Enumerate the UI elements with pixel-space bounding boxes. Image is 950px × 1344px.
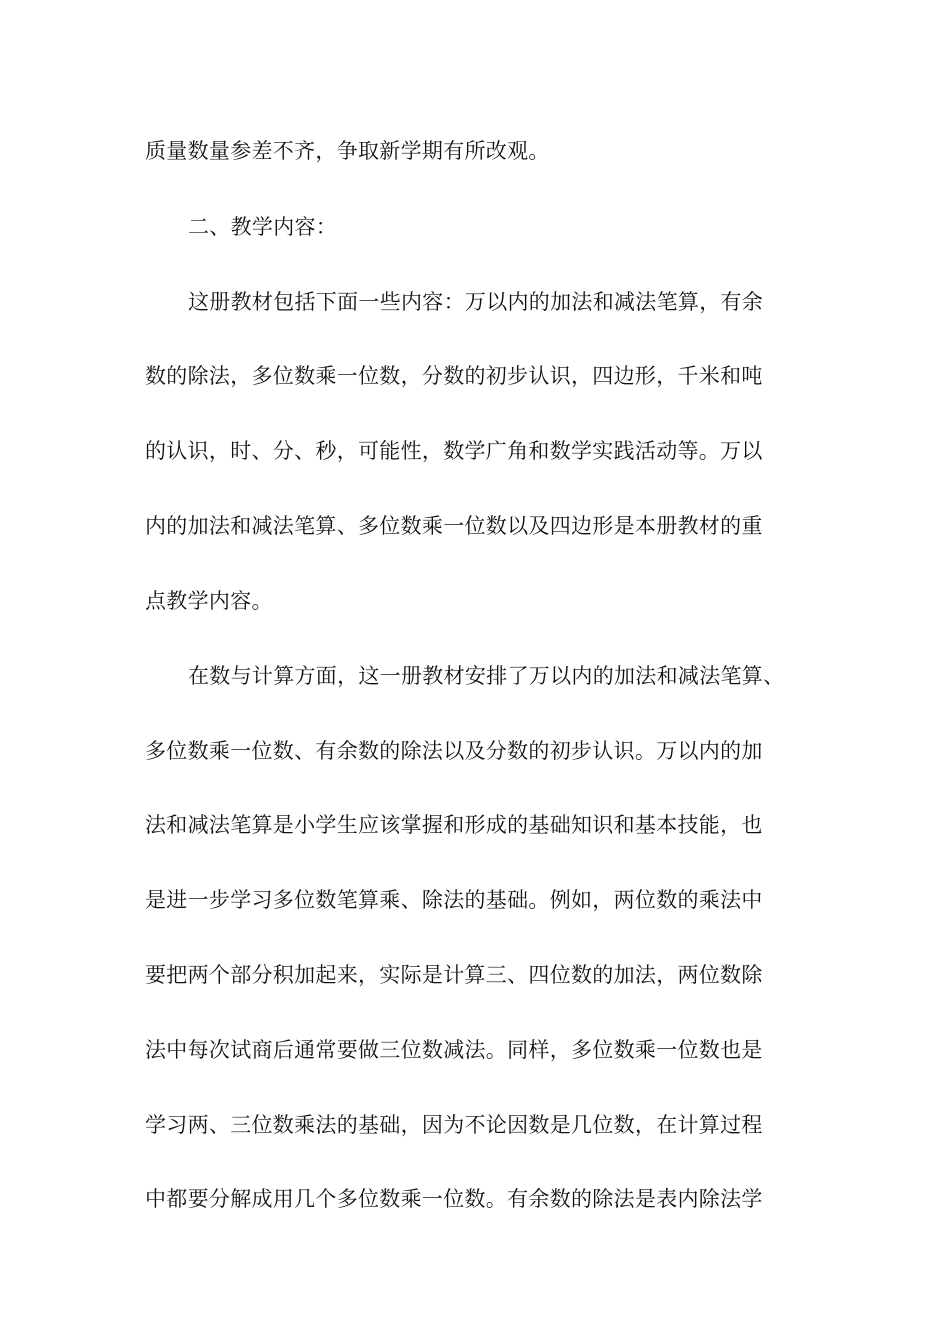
text-line: 质量数量参差不齐，争取新学期有所改观。 [145,139,550,163]
text-line: 学习两、三位数乘法的基础，因为不论因数是几位数，在计算过程 [145,1113,763,1137]
text-line: 多位数乘一位数、有余数的除法以及分数的初步认识。万以内的加 [145,739,763,763]
text-line: 点教学内容。 [145,589,273,613]
text-line: 在数与计算方面，这一册教材安排了万以内的加法和减法笔算、 [188,664,785,688]
text-line: 数的除法，多位数乘一位数，分数的初步认识，四边形，千米和吨 [145,364,763,388]
text-line: 要把两个部分积加起来，实际是计算三、四位数的加法，两位数除 [145,963,763,987]
text-line: 中都要分解成用几个多位数乘一位数。有余数的除法是表内除法学 [145,1187,763,1211]
text-line: 法中每次试商后通常要做三位数减法。同样，多位数乘一位数也是 [145,1038,763,1062]
text-line: 法和减法笔算是小学生应该掌握和形成的基础知识和基本技能，也 [145,813,763,837]
text-line: 是进一步学习多位数笔算乘、除法的基础。例如，两位数的乘法中 [145,888,763,912]
text-line: 这册教材包括下面一些内容：万以内的加法和减法笔算，有余 [188,290,764,314]
text-line: 内的加法和减法笔算、多位数乘一位数以及四边形是本册教材的重 [145,514,763,538]
section-heading: 二、教学内容： [188,215,338,239]
text-line: 的认识，时、分、秒，可能性，数学广角和数学实践活动等。万以 [145,439,763,463]
